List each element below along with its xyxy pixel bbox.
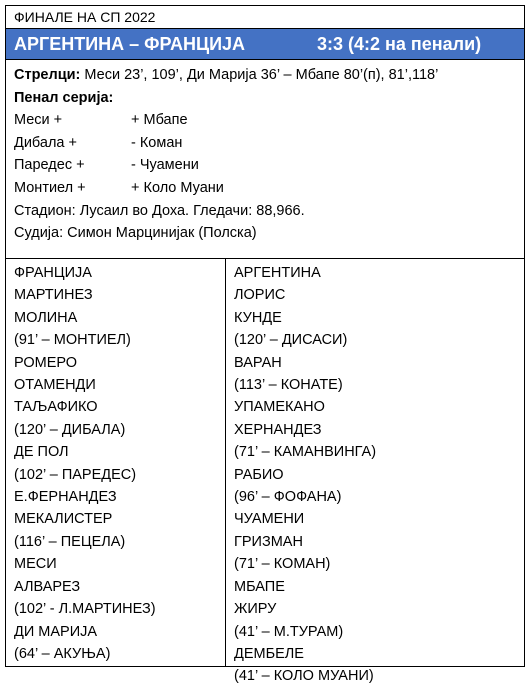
lineup-item: ЖИРУ xyxy=(234,601,277,618)
lineup-item: (91’ – МОНТИЕЛ) xyxy=(14,332,131,349)
lineup-item: (71’ – КАМАНВИНГА) xyxy=(234,444,377,461)
match-report-table xyxy=(5,5,525,685)
lineup-item: ДИ МАРИЈА xyxy=(14,623,98,640)
lineup-item: АРГЕНТИНА xyxy=(234,265,321,281)
lineup-item: РОМЕРО xyxy=(14,354,78,371)
scorers-text: Меси 23’, 109’, Ди Марија 36’ – Мбапе 80’(п), 81’,118’ xyxy=(80,67,439,83)
lineup-item: (102’ – ПАРЕДЕС) xyxy=(14,466,137,483)
lineup-item: (41’ – М.ТУРАМ) xyxy=(234,623,344,640)
penalty-right: + Коло Муани xyxy=(131,179,224,196)
lineup-item: ЧУАМЕНИ xyxy=(234,511,305,528)
lineup-item: ВАРАН xyxy=(234,354,282,371)
lineup-right-column xyxy=(226,259,524,685)
lineup-item: ОТАМЕНДИ xyxy=(14,377,96,394)
lineups xyxy=(6,259,524,685)
penalty-label: Пенал серија: xyxy=(14,89,114,106)
scorers-line xyxy=(14,64,516,87)
lineup-item: ДЕМБЕЛЕ xyxy=(234,645,304,662)
penalty-left: Меси + xyxy=(14,112,63,129)
lineup-item: ТАЉАФИКО xyxy=(14,399,98,416)
penalty-row xyxy=(14,177,516,200)
lineup-item: МАРТИНЕЗ xyxy=(14,287,93,304)
lineup-item: ГРИЗМАН xyxy=(234,533,303,550)
lineup-item: МБАПЕ xyxy=(234,578,285,595)
penalty-row xyxy=(14,109,516,132)
penalty-right: - Чуамени xyxy=(131,157,199,174)
lineup-item: (71’ – КОМАН) xyxy=(234,556,331,573)
penalty-right: + Мбапе xyxy=(131,112,188,129)
lineup-item: (116’ – ПЕЦЕЛА) xyxy=(14,533,126,550)
stadium-line: Стадион: Лусаил во Доха. Гледачи: 88,966. xyxy=(14,202,305,219)
table-caption: ФИНАЛЕ НА СП 2022 xyxy=(6,6,524,29)
lineup-item: МЕКАЛИСТЕР xyxy=(14,511,113,528)
lineup-item: (120’ – ДИБАЛА) xyxy=(14,421,126,438)
lineup-item: РАБИО xyxy=(234,466,284,483)
penalty-left: Дибала + xyxy=(14,134,77,151)
penalty-left: Паредес + xyxy=(14,157,85,174)
lineup-item: ХЕРНАНДЕЗ xyxy=(234,421,322,438)
penalty-row xyxy=(14,154,516,177)
final-score: 3:3 (4:2 на пенали) xyxy=(317,34,482,54)
scorers-label: Стрелци: xyxy=(14,67,81,83)
lineup-item: МЕСИ xyxy=(14,556,57,573)
lineup-item: Е.ФЕРНАНДЕЗ xyxy=(14,489,117,506)
teams-title: АРГЕНТИНА – ФРАНЦИЈА xyxy=(14,34,246,54)
lineup-item: АЛВАРЕЗ xyxy=(14,578,81,595)
lineup-item: (120’ – ДИСАСИ) xyxy=(234,332,348,349)
match-info xyxy=(6,60,524,259)
lineup-item: ФРАНЦИЈА xyxy=(14,265,92,281)
lineup-item: (113’ – КОНАТЕ) xyxy=(234,377,343,394)
lineup-item: ДЕ ПОЛ xyxy=(14,444,69,461)
lineup-item: (64’ – АКУЊА) xyxy=(14,645,111,662)
lineup-item: УПАМЕКАНО xyxy=(234,399,325,416)
match-banner xyxy=(6,29,524,60)
lineup-item: (96’ – ФОФАНА) xyxy=(234,489,342,506)
lineup-item: КУНДЕ xyxy=(234,309,282,326)
lineup-item: (102’ - Л.МАРТИНЕЗ) xyxy=(14,601,156,618)
referee-line: Судија: Симон Марциниjaк (Полска) xyxy=(14,225,257,242)
penalty-left: Монтиел + xyxy=(14,179,86,196)
lineup-item: (41’ – КОЛО МУАНИ) xyxy=(234,668,374,685)
lineup-left-column xyxy=(6,259,226,667)
lineup-item: ЛОРИС xyxy=(234,287,286,304)
lineup-item: МОЛИНА xyxy=(14,309,78,326)
penalty-row xyxy=(14,132,516,155)
penalty-right: - Коман xyxy=(131,134,183,151)
